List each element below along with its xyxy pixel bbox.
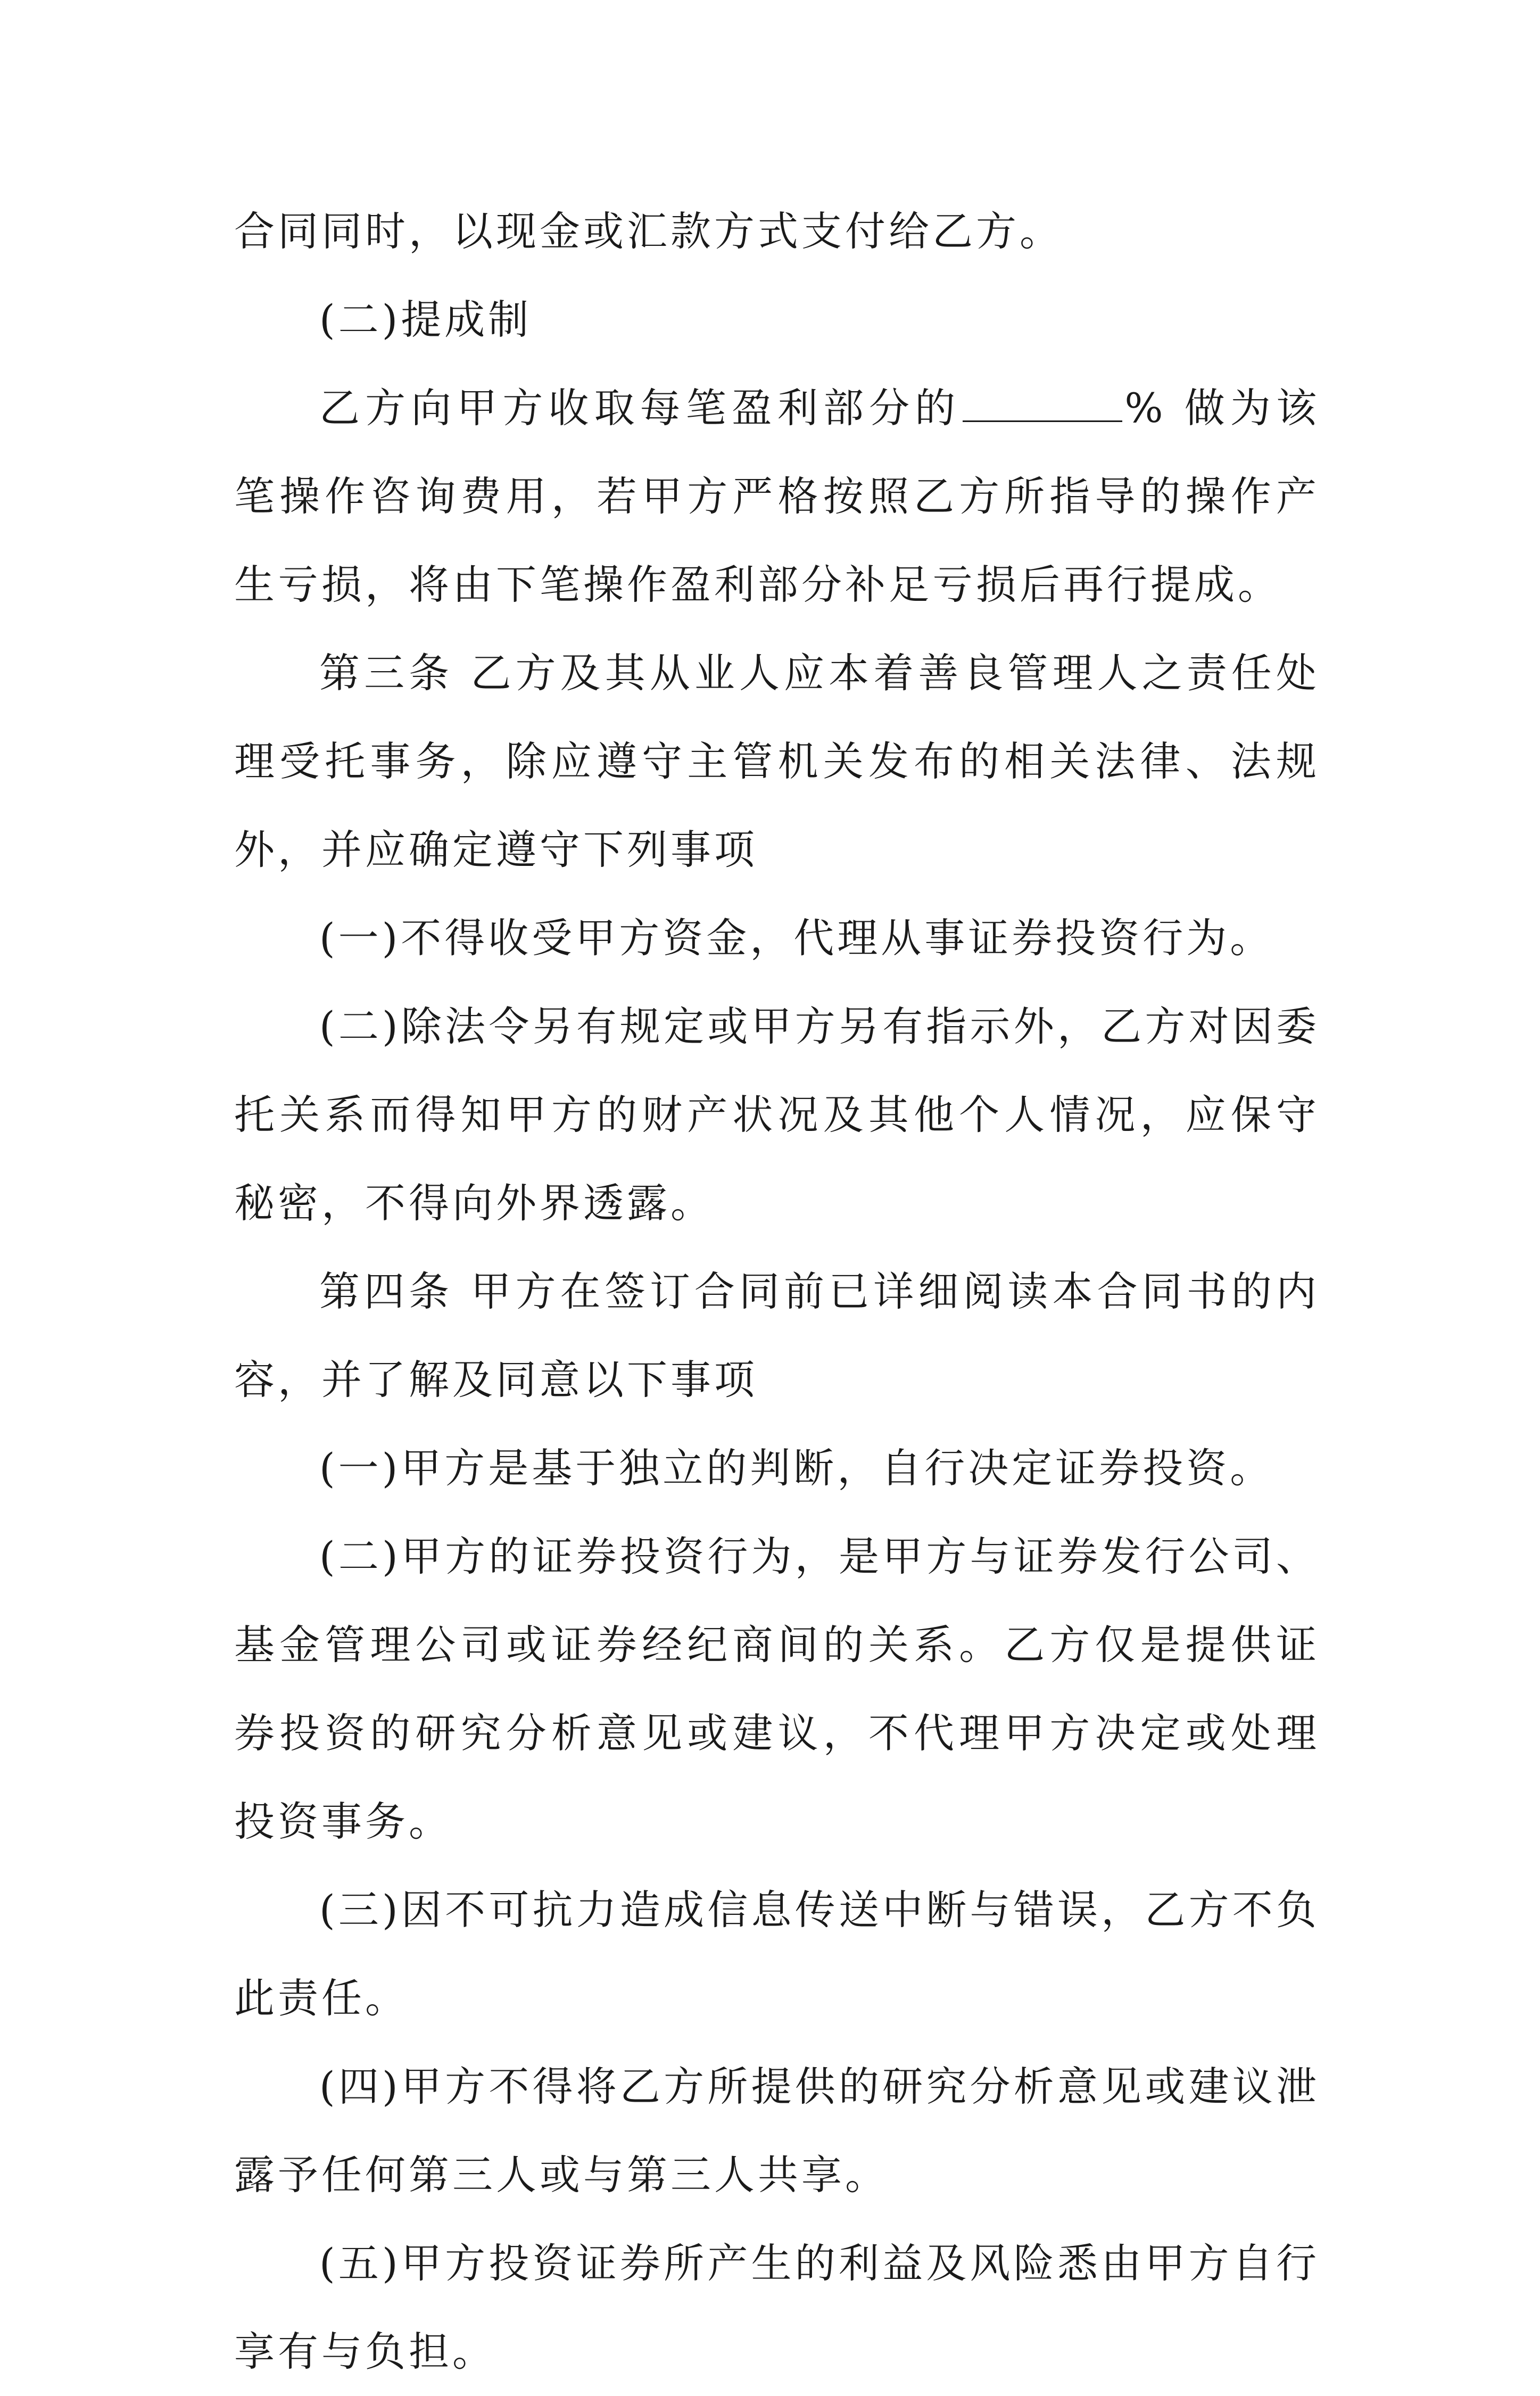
paragraph-article-3-item-1: (一)不得收受甲方资金，代理从事证券投资行为。 <box>319 914 1274 962</box>
percentage-blank <box>963 389 1122 422</box>
commission-text-after: % 做为该笔操作咨询费用，若甲方严格按照乙方所指导的操作产生亏损，将由下笔操作盈利部分补足亏损后再行提成。 <box>234 384 1320 608</box>
paragraph-article-3-item-2: (二)除法令另有规定或甲方另有指示外，乙方对因委托关系而得知甲方的财产状况及其他个人情况，应保守秘密，不得向外界透露。 <box>234 1003 1320 1227</box>
paragraph-payment-method: 合同同时，以现金或汇款方式支付给乙方。 <box>234 208 1063 255</box>
paragraph-article-4-item-5: (五)甲方投资证券所产生的利益及风险悉由甲方自行享有与负担。 <box>234 2240 1320 2375</box>
contract-body <box>234 187 1320 2396</box>
paragraph-commission-heading: (二)提成制 <box>319 296 532 343</box>
paragraph-article-4-item-3: (三)因不可抗力造成信息传送中断与错误，乙方不负此责任。 <box>234 1886 1320 2022</box>
paragraph-article-4-item-2: (二)甲方的证券投资行为，是甲方与证券发行公司、基金管理公司或证券经纪商间的关系。乙方仅是提供证券投资的研究分析意见或建议，不代理甲方决定或处理投资事务。 <box>234 1533 1320 1845</box>
paragraph-commission-terms <box>234 364 1320 629</box>
paragraph-article-4-item-1: (一)甲方是基于独立的判断，自行决定证券投资。 <box>319 1444 1274 1492</box>
paragraph-article-4-item-4: (四)甲方不得将乙方所提供的研究分析意见或建议泄露予任何第三人或与第三人共享。 <box>234 2063 1320 2199</box>
commission-text-before: 乙方向甲方收取每笔盈利部分的 <box>319 384 961 432</box>
paragraph-article-3: 第三条 乙方及其从业人应本着善良管理人之责任处理受托事务，除应遵守主管机关发布的相关法律、法规外，并应确定遵守下列事项 <box>234 649 1320 873</box>
paragraph-article-4: 第四条 甲方在签订合同前已详细阅读本合同书的内容，并了解及同意以下事项 <box>234 1268 1320 1403</box>
